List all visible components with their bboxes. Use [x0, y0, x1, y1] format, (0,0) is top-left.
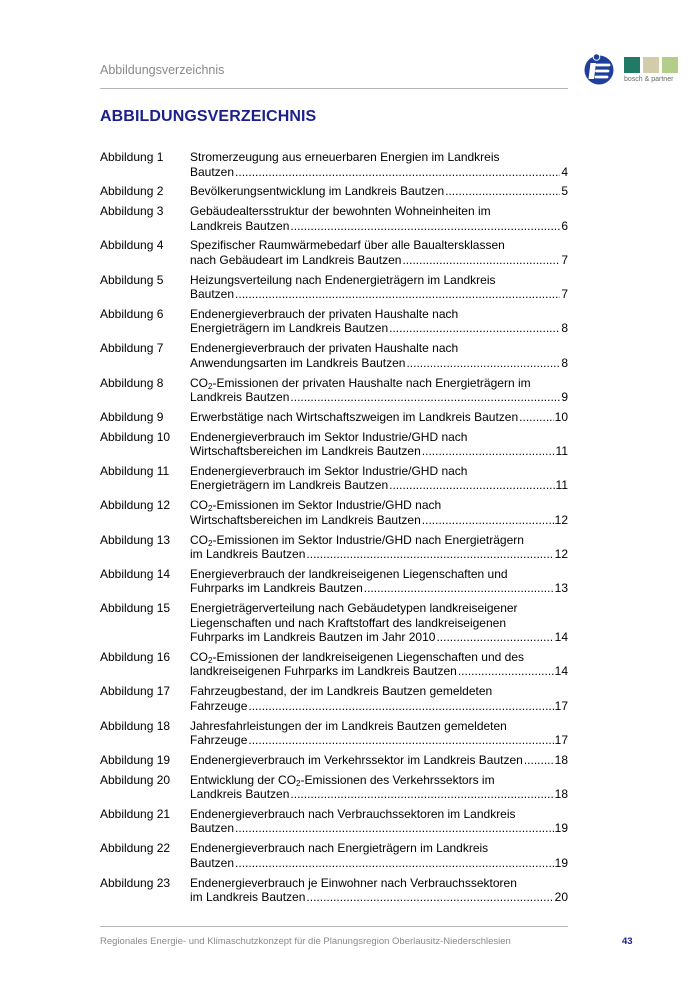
caption-line: Heizungsverteilung nach Endenergieträgern im Landkreis	[190, 272, 496, 287]
figure-caption	[190, 273, 568, 302]
caption-text: -Emissionen der privaten Haushalte nach Energieträgern im	[212, 375, 531, 390]
dot-leader	[235, 821, 554, 836]
page-reference[interactable]: 19	[554, 821, 568, 836]
caption-text: Entwicklung der CO	[190, 772, 297, 787]
caption-text: Bautzen	[190, 287, 235, 302]
caption-last-line	[190, 390, 568, 405]
caption-text: Fuhrparks im Landkreis Bautzen im Jahr 2010	[190, 630, 436, 645]
caption-text: Erwerbstätige nach Wirtschaftszweigen im Landkreis Bautzen	[190, 409, 519, 424]
dot-leader	[519, 410, 553, 425]
toc-entry[interactable]	[100, 430, 568, 459]
toc-entry[interactable]	[100, 498, 568, 527]
caption-line: Liegenschaften und nach Kraftstoffart des landkreiseigenen	[190, 615, 506, 630]
figure-caption	[190, 410, 568, 425]
page-reference[interactable]: 7	[561, 252, 568, 267]
dot-leader	[235, 165, 560, 180]
page-reference[interactable]: 17	[554, 733, 568, 748]
caption-text: Landkreis Bautzen	[190, 390, 290, 405]
figure-label: Abbildung 17	[100, 684, 171, 699]
figure-caption	[190, 876, 568, 905]
caption-text: Fuhrparks im Landkreis Bautzen	[190, 581, 363, 596]
figure-label: Abbildung 13	[100, 532, 171, 547]
subscript-2: 2	[208, 655, 213, 665]
figure-caption	[190, 307, 568, 336]
caption-text: Energieträgern im Landkreis Bautzen	[190, 478, 389, 493]
figure-caption	[190, 719, 568, 748]
figure-caption	[190, 464, 568, 493]
caption-text: im Landkreis Bautzen	[190, 890, 306, 905]
page-reference[interactable]: 12	[554, 547, 568, 562]
caption-last-line	[190, 787, 568, 802]
subscript-2: 2	[208, 504, 213, 514]
caption-last-line	[190, 478, 568, 493]
dot-leader	[389, 478, 554, 493]
subscript-2: 2	[296, 778, 301, 788]
figure-label: Abbildung 11	[100, 463, 170, 478]
page-number: 43	[622, 936, 633, 947]
page-reference[interactable]: 18	[554, 787, 568, 802]
caption-line: Endenergieverbrauch nach Energieträgern im Landkreis	[190, 841, 489, 856]
page-reference[interactable]: 17	[554, 698, 568, 713]
figure-label: Abbildung 4	[100, 238, 164, 253]
caption-last-line	[190, 753, 568, 768]
logo-squares	[624, 57, 678, 73]
figure-caption	[190, 204, 568, 233]
caption-line: Energieträgerverteilung nach Gebäudetypen landkreiseigener	[190, 601, 518, 616]
logo-square-beige	[643, 57, 659, 73]
caption-text: CO	[190, 375, 208, 390]
figure-label: Abbildung 12	[100, 498, 171, 513]
caption-last-line	[190, 664, 568, 679]
figure-list	[100, 150, 568, 910]
caption-text: -Emissionen im Sektor Industrie/GHD nach	[212, 498, 442, 513]
toc-entry[interactable]	[100, 307, 568, 336]
dot-leader	[436, 630, 553, 645]
dot-leader	[235, 856, 554, 871]
dot-leader	[248, 699, 553, 714]
caption-last-line	[190, 356, 568, 371]
toc-entry[interactable]	[100, 773, 568, 802]
page-reference[interactable]: 12	[554, 512, 568, 527]
caption-text: Bautzen	[190, 164, 235, 179]
caption-last-line	[190, 165, 568, 180]
caption-last-line	[190, 547, 568, 562]
dot-leader	[290, 390, 560, 405]
figure-label: Abbildung 14	[100, 566, 171, 581]
caption-last-line	[190, 184, 568, 199]
caption-text: Landkreis Bautzen	[190, 787, 290, 802]
page-reference[interactable]: 19	[554, 855, 568, 870]
figure-label: Abbildung 5	[100, 272, 164, 287]
caption-text: Bautzen	[190, 821, 235, 836]
toc-entry[interactable]	[100, 150, 568, 179]
caption-last-line	[190, 581, 568, 596]
toc-entry[interactable]	[100, 376, 568, 405]
subscript-2: 2	[208, 538, 213, 548]
caption-line: Energieverbrauch der landkreiseigenen Liegenschaften und	[190, 566, 508, 581]
toc-entry[interactable]	[100, 204, 568, 233]
figure-label: Abbildung 16	[100, 649, 171, 664]
dot-leader	[422, 444, 555, 459]
page-reference[interactable]: 14	[554, 664, 568, 679]
caption-last-line	[190, 856, 568, 871]
dot-leader	[364, 581, 554, 596]
dot-leader	[235, 287, 560, 302]
caption-last-line	[190, 287, 568, 302]
caption-last-line	[190, 513, 568, 528]
caption-text: Wirtschaftsbereichen im Landkreis Bautzen	[190, 444, 421, 459]
figure-label: Abbildung 8	[100, 375, 164, 390]
caption-line: Endenergieverbrauch der privaten Haushalte nach	[190, 306, 459, 321]
figure-caption	[190, 773, 568, 802]
figure-label: Abbildung 1	[100, 150, 164, 164]
figure-caption	[190, 533, 568, 562]
caption-line: Endenergieverbrauch der privaten Haushalte nach	[190, 341, 459, 356]
dot-leader	[524, 753, 554, 768]
toc-entry[interactable]	[100, 273, 568, 302]
dot-leader	[406, 356, 560, 371]
dot-leader	[445, 184, 560, 199]
toc-entry[interactable]	[100, 684, 568, 713]
caption-text: landkreiseigenen Fuhrparks im Landkreis Bautzen	[190, 664, 457, 679]
figure-caption	[190, 341, 568, 370]
page-reference[interactable]: 10	[554, 409, 568, 424]
toc-entry[interactable]	[100, 719, 568, 748]
caption-line	[190, 773, 568, 788]
caption-text: nach Gebäudeart im Landkreis Bautzen	[190, 252, 402, 267]
caption-line: Stromerzeugung aus erneuerbaren Energien im Landkreis	[190, 150, 500, 164]
toc-entry[interactable]	[100, 567, 568, 596]
caption-text: Endenergieverbrauch im Verkehrssektor im Landkreis Bautzen	[190, 752, 523, 767]
figure-caption	[190, 684, 568, 713]
caption-text: Anwendungsarten im Landkreis Bautzen	[190, 355, 406, 370]
caption-line: Endenergieverbrauch je Einwohner nach Verbrauchssektoren	[190, 875, 517, 890]
toc-entry[interactable]	[100, 841, 568, 870]
figure-caption	[190, 238, 568, 267]
page-reference[interactable]: 14	[554, 630, 568, 645]
caption-text: -Emissionen im Sektor Industrie/GHD nach Energieträgern	[212, 532, 524, 547]
caption-text: CO	[190, 498, 208, 513]
figure-caption	[190, 567, 568, 596]
caption-text: Wirtschaftsbereichen im Landkreis Bautzen	[190, 512, 421, 527]
subscript-2: 2	[208, 381, 213, 391]
toc-entry[interactable]	[100, 650, 568, 679]
page-reference[interactable]: 11	[555, 478, 568, 493]
toc-entry[interactable]	[100, 410, 568, 425]
page-reference[interactable]: 20	[554, 890, 568, 905]
caption-line	[190, 498, 568, 513]
caption-line	[190, 376, 568, 391]
dot-leader	[389, 321, 560, 336]
dot-leader	[290, 787, 553, 802]
caption-line: Gebäudealtersstruktur der bewohnten Wohneinheiten im	[190, 204, 491, 219]
toc-entry[interactable]	[100, 238, 568, 267]
toc-entry[interactable]	[100, 341, 568, 370]
figure-label: Abbildung 6	[100, 306, 164, 321]
figure-label: Abbildung 18	[100, 718, 171, 733]
caption-last-line	[190, 444, 568, 459]
figure-label: Abbildung 22	[100, 841, 171, 856]
caption-text: im Landkreis Bautzen	[190, 547, 306, 562]
caption-line	[190, 650, 568, 665]
figure-label: Abbildung 10	[100, 429, 171, 444]
dot-leader	[306, 890, 553, 905]
figure-label: Abbildung 20	[100, 772, 171, 787]
page-reference[interactable]: 5	[561, 184, 568, 199]
figure-caption	[190, 184, 568, 199]
caption-text: -Emissionen des Verkehrssektors im	[300, 772, 495, 787]
caption-line	[190, 533, 568, 548]
figure-label: Abbildung 3	[100, 204, 164, 219]
page-reference[interactable]: 6	[561, 218, 568, 233]
dot-leader	[248, 733, 553, 748]
planungsregion-logo	[583, 52, 615, 86]
figure-caption	[190, 376, 568, 405]
figure-label: Abbildung 2	[100, 184, 164, 199]
figure-label: Abbildung 19	[100, 752, 171, 767]
caption-line: Jahresfahrleistungen der im Landkreis Bautzen gemeldeten	[190, 718, 507, 733]
toc-entry[interactable]	[100, 533, 568, 562]
caption-last-line	[190, 253, 568, 268]
page-reference[interactable]: 8	[561, 321, 568, 336]
toc-entry[interactable]	[100, 184, 568, 199]
dot-leader	[458, 664, 554, 679]
toc-entry[interactable]	[100, 876, 568, 905]
toc-entry[interactable]	[100, 807, 568, 836]
figure-caption	[190, 498, 568, 527]
logo-partner-text: bosch & partner	[624, 76, 674, 83]
bosch-partner-logo	[624, 57, 678, 83]
page-reference[interactable]: 18	[554, 752, 568, 767]
caption-text: Fahrzeuge	[190, 698, 248, 713]
caption-text: -Emissionen der landkreiseigenen Liegenschaften und des	[212, 649, 524, 664]
toc-entry[interactable]	[100, 464, 568, 493]
toc-entry[interactable]	[100, 753, 568, 768]
toc-entry[interactable]	[100, 601, 568, 645]
page-reference[interactable]: 13	[554, 581, 568, 596]
figure-caption	[190, 807, 568, 836]
logo-square-green	[624, 57, 640, 73]
figure-caption	[190, 150, 568, 179]
page-reference[interactable]: 4	[561, 164, 568, 179]
footer-divider	[100, 926, 568, 927]
caption-text: CO	[190, 532, 208, 547]
caption-last-line	[190, 733, 568, 748]
caption-last-line	[190, 219, 568, 234]
caption-last-line	[190, 321, 568, 336]
figure-label: Abbildung 15	[100, 601, 171, 616]
caption-text: Bevölkerungsentwicklung im Landkreis Bautzen	[190, 184, 445, 199]
caption-line: Endenergieverbrauch nach Verbrauchssektoren im Landkreis	[190, 806, 516, 821]
caption-text: Bautzen	[190, 855, 235, 870]
caption-last-line	[190, 890, 568, 905]
figure-label: Abbildung 21	[100, 806, 171, 821]
caption-text: Energieträgern im Landkreis Bautzen	[190, 321, 389, 336]
caption-line: Spezifischer Raumwärmebedarf über alle Baualtersklassen	[190, 238, 505, 253]
running-header-title: Abbildungsverzeichnis	[100, 63, 225, 77]
page-title: ABBILDUNGSVERZEICHNIS	[100, 108, 317, 125]
dot-leader	[290, 219, 560, 234]
dot-leader	[422, 513, 554, 528]
caption-last-line	[190, 410, 568, 425]
figure-label: Abbildung 23	[100, 875, 171, 890]
footer-text: Regionales Energie- und Klimaschutzkonzept für die Planungsregion Oberlausitz-Niederschlesien	[100, 936, 511, 947]
figure-caption	[190, 430, 568, 459]
figure-caption	[190, 650, 568, 679]
figure-caption	[190, 601, 568, 645]
dot-leader	[306, 547, 553, 562]
figure-caption	[190, 841, 568, 870]
caption-text: Fahrzeuge	[190, 733, 248, 748]
caption-last-line	[190, 821, 568, 836]
figure-label: Abbildung 9	[100, 409, 164, 424]
page-reference[interactable]: 8	[561, 355, 568, 370]
figure-caption	[190, 753, 568, 768]
caption-text: CO	[190, 649, 208, 664]
logo-square-light-green	[662, 57, 678, 73]
caption-last-line	[190, 699, 568, 714]
dot-leader	[402, 253, 560, 268]
caption-line: Fahrzeugbestand, der im Landkreis Bautzen gemeldeten	[190, 684, 493, 699]
caption-text: Landkreis Bautzen	[190, 218, 290, 233]
header-divider	[100, 88, 568, 89]
caption-last-line	[190, 630, 568, 645]
caption-line: Endenergieverbrauch im Sektor Industrie/GHD nach	[190, 463, 468, 478]
page-reference[interactable]: 9	[561, 390, 568, 405]
figure-label: Abbildung 7	[100, 341, 164, 356]
page-reference[interactable]: 7	[561, 287, 568, 302]
caption-line: Endenergieverbrauch im Sektor Industrie/GHD nach	[190, 429, 468, 444]
page-reference[interactable]: 11	[555, 444, 568, 459]
